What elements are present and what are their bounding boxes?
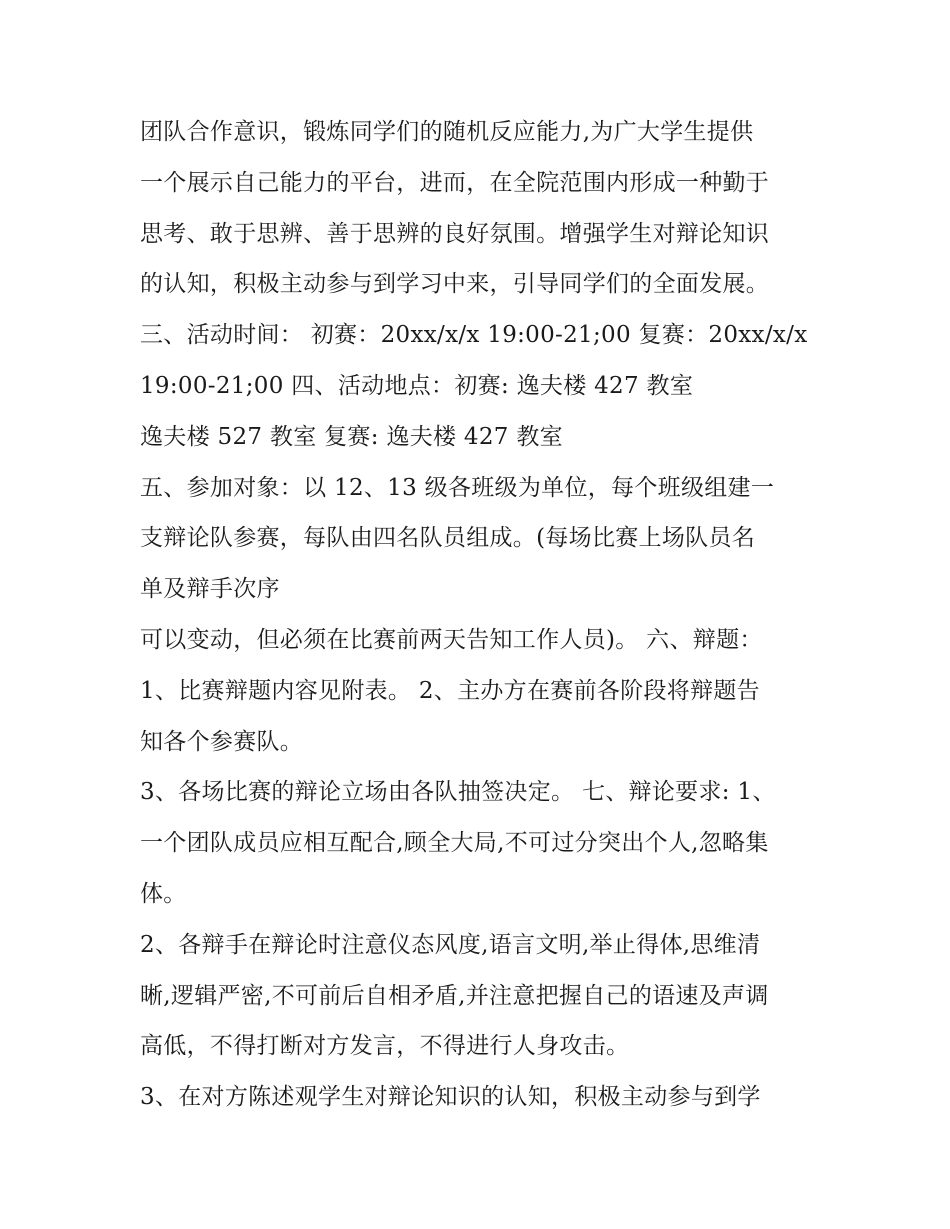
text-line-3: 思考、敢于思辨、善于思辨的良好氛围。增强学生对辩论知识	[140, 220, 770, 247]
text-line-14: 3、各场比赛的辩论立场由各队抽签决定。 七、辩论要求: 1、	[140, 779, 776, 806]
text-line-20: 3、在对方陈述观学生对辩论知识的认知，积极主动参与到学	[140, 1084, 761, 1111]
text-line-15: 一个团队成员应相互配合,顾全大局,不可过分突出个人,忽略集	[140, 830, 769, 857]
text-line-1: 团队合作意识，锻炼同学们的随机反应能力,为广大学生提供	[140, 119, 754, 145]
text-line-8: 五、参加对象：以 12、13 级各班级为单位，每个班级组建一	[140, 474, 775, 501]
text-line-6: 19:00-21;00 四、活动地点：初赛: 逸夫楼 427 教室	[140, 372, 694, 399]
text-line-19: 高低，不得打断对方发言，不得进行人身攻击。	[140, 1033, 630, 1060]
text-line-5: 三、活动时间： 初赛：20xx/x/x 19:00-21;00 复赛：20xx/x/x	[140, 322, 808, 349]
text-line-11: 可以变动，但必须在比赛前两天告知工作人员)。 六、辩题：	[140, 626, 763, 653]
text-line-13: 知各个参赛队。	[140, 728, 304, 755]
text-line-10: 单及辩手次序	[140, 576, 280, 603]
text-line-12: 1、比赛辩题内容见附表。 2、主办方在赛前各阶段将辩题告	[140, 677, 760, 704]
text-line-4: 的认知，积极主动参与到学习中来，引导同学们的全面发展。	[140, 271, 770, 298]
text-line-7: 逸夫楼 527 教室 复赛: 逸夫楼 427 教室	[140, 423, 563, 450]
text-line-2: 一个展示自己能力的平台，进而，在全院范围内形成一种勤于	[140, 169, 770, 196]
text-line-17: 2、各辩手在辩论时注意仪态风度,语言文明,举止得体,思维清	[140, 931, 761, 958]
text-line-16: 体。	[140, 880, 187, 907]
document-body	[140, 107, 830, 1123]
text-line-9: 支辩论队参赛，每队由四名队员组成。(每场比赛上场队员名	[140, 525, 756, 552]
text-line-18: 晰,逻辑严密,不可前后自相矛盾,并注意把握自己的语速及声调	[140, 982, 769, 1009]
